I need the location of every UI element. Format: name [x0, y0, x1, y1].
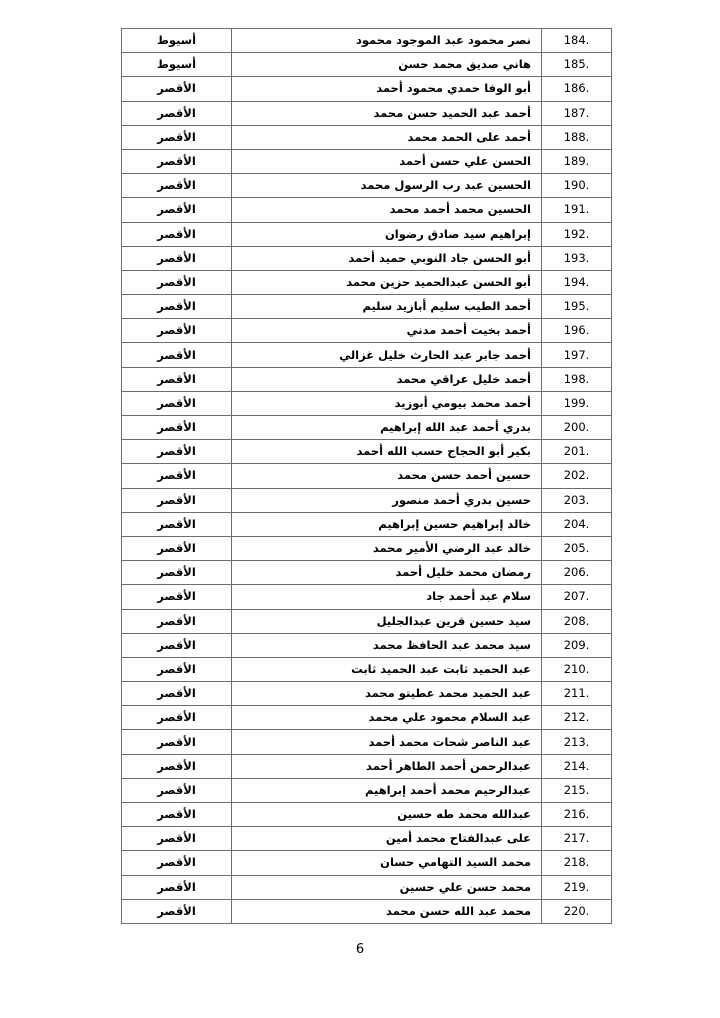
name-cell: خالد عبد الرضي الأمير محمد	[232, 536, 542, 560]
governorate-cell: الأقصر	[122, 77, 232, 101]
governorate-cell: الأقصر	[122, 367, 232, 391]
number-cell: 214.	[542, 754, 612, 778]
table-row	[122, 149, 612, 173]
table-row	[122, 561, 612, 585]
page-number: 6	[355, 942, 365, 957]
table-row	[122, 585, 612, 609]
governorate-cell: الأقصر	[122, 706, 232, 730]
name-cell: عبدالله محمد طه حسين	[232, 803, 542, 827]
governorate-cell: الأقصر	[122, 149, 232, 173]
governorate-cell: الأقصر	[122, 319, 232, 343]
governorate-cell: الأقصر	[122, 512, 232, 536]
governorate-cell: الأقصر	[122, 803, 232, 827]
number-cell: 185.	[542, 53, 612, 77]
number-cell: 203.	[542, 488, 612, 512]
name-cell: أحمد محمد بيومي أبوزيد	[232, 391, 542, 415]
table-row	[122, 319, 612, 343]
names-table	[121, 28, 612, 924]
number-cell: 218.	[542, 851, 612, 875]
number-cell: 215.	[542, 778, 612, 802]
name-cell: الحسن علي حسن أحمد	[232, 149, 542, 173]
number-cell: 192.	[542, 222, 612, 246]
number-cell: 217.	[542, 827, 612, 851]
governorate-cell: الأقصر	[122, 851, 232, 875]
governorate-cell: الأقصر	[122, 343, 232, 367]
number-cell: 206.	[542, 561, 612, 585]
number-cell: 198.	[542, 367, 612, 391]
table-row	[122, 246, 612, 270]
table-row	[122, 899, 612, 923]
number-cell: 193.	[542, 246, 612, 270]
name-cell: على عبدالفتاح محمد أمين	[232, 827, 542, 851]
name-cell: سلام عبد أحمد جاد	[232, 585, 542, 609]
name-cell: عبدالرحيم محمد أحمد إبراهيم	[232, 778, 542, 802]
name-cell: الحسين محمد أحمد محمد	[232, 198, 542, 222]
name-cell: أبو الوفا حمدي محمود أحمد	[232, 77, 542, 101]
table-row	[122, 343, 612, 367]
governorate-cell: الأقصر	[122, 101, 232, 125]
table-row	[122, 464, 612, 488]
table-row	[122, 778, 612, 802]
number-cell: 205.	[542, 536, 612, 560]
table-row	[122, 53, 612, 77]
governorate-cell: الأقصر	[122, 198, 232, 222]
governorate-cell: الأقصر	[122, 270, 232, 294]
governorate-cell: الأقصر	[122, 875, 232, 899]
table-row	[122, 367, 612, 391]
table-row	[122, 440, 612, 464]
name-cell: خالد إبراهيم حسين إبراهيم	[232, 512, 542, 536]
governorate-cell: الأقصر	[122, 657, 232, 681]
table-row	[122, 488, 612, 512]
table-row	[122, 270, 612, 294]
governorate-cell: أسيوط	[122, 29, 232, 53]
table-row	[122, 391, 612, 415]
number-cell: 194.	[542, 270, 612, 294]
governorate-cell: الأقصر	[122, 416, 232, 440]
name-cell: حسين بدري أحمد منصور	[232, 488, 542, 512]
number-cell: 190.	[542, 174, 612, 198]
table-row	[122, 875, 612, 899]
governorate-cell: الأقصر	[122, 488, 232, 512]
governorate-cell: الأقصر	[122, 464, 232, 488]
number-cell: 197.	[542, 343, 612, 367]
name-cell: محمد السيد التهامي حسان	[232, 851, 542, 875]
table-row	[122, 803, 612, 827]
name-cell: أحمد الطيب سليم أبازيد سليم	[232, 295, 542, 319]
name-cell: بدري أحمد عبد الله إبراهيم	[232, 416, 542, 440]
name-cell: الحسين عبد رب الرسول محمد	[232, 174, 542, 198]
governorate-cell: الأقصر	[122, 609, 232, 633]
name-cell: سيد حسين قرين عبدالجليل	[232, 609, 542, 633]
governorate-cell: الأقصر	[122, 222, 232, 246]
governorate-cell: الأقصر	[122, 536, 232, 560]
number-cell: 204.	[542, 512, 612, 536]
number-cell: 186.	[542, 77, 612, 101]
table-row	[122, 222, 612, 246]
governorate-cell: الأقصر	[122, 730, 232, 754]
name-cell: محمد عبد الله حسن محمد	[232, 899, 542, 923]
name-cell: أحمد على الحمد محمد	[232, 125, 542, 149]
governorate-cell: الأقصر	[122, 391, 232, 415]
number-cell: 189.	[542, 149, 612, 173]
number-cell: 202.	[542, 464, 612, 488]
table-row	[122, 633, 612, 657]
governorate-cell: الأقصر	[122, 827, 232, 851]
name-cell: أحمد خليل عراقي محمد	[232, 367, 542, 391]
name-cell: حسين أحمد حسن محمد	[232, 464, 542, 488]
names-table-body	[122, 29, 612, 924]
name-cell: عبد الحميد محمد عطيتو محمد	[232, 682, 542, 706]
governorate-cell: الأقصر	[122, 682, 232, 706]
governorate-cell: أسيوط	[122, 53, 232, 77]
name-cell: أبو الحسن جاد النوبي حميد أحمد	[232, 246, 542, 270]
number-cell: 201.	[542, 440, 612, 464]
governorate-cell: الأقصر	[122, 899, 232, 923]
table-row	[122, 295, 612, 319]
table-row	[122, 730, 612, 754]
name-cell: أحمد عبد الحميد حسن محمد	[232, 101, 542, 125]
table-row	[122, 706, 612, 730]
number-cell: 207.	[542, 585, 612, 609]
name-cell: سيد محمد عبد الحافظ محمد	[232, 633, 542, 657]
name-cell: رمضان محمد خليل أحمد	[232, 561, 542, 585]
number-cell: 195.	[542, 295, 612, 319]
governorate-cell: الأقصر	[122, 174, 232, 198]
number-cell: 213.	[542, 730, 612, 754]
number-cell: 216.	[542, 803, 612, 827]
table-row	[122, 198, 612, 222]
name-cell: إبراهيم سيد صادق رضوان	[232, 222, 542, 246]
table-row	[122, 609, 612, 633]
number-cell: 208.	[542, 609, 612, 633]
number-cell: 211.	[542, 682, 612, 706]
name-cell: أحمد جابر عبد الحارث خليل غزالي	[232, 343, 542, 367]
name-cell: عبدالرحمن أحمد الطاهر أحمد	[232, 754, 542, 778]
number-cell: 196.	[542, 319, 612, 343]
number-cell: 184.	[542, 29, 612, 53]
name-cell: عبد الحميد ثابت عبد الحميد ثابت	[232, 657, 542, 681]
number-cell: 191.	[542, 198, 612, 222]
table-row	[122, 512, 612, 536]
table-row	[122, 125, 612, 149]
table-row	[122, 416, 612, 440]
name-cell: عبد الناصر شحات محمد أحمد	[232, 730, 542, 754]
governorate-cell: الأقصر	[122, 633, 232, 657]
name-cell: بكير أبو الحجاج حسب الله أحمد	[232, 440, 542, 464]
table-row	[122, 657, 612, 681]
governorate-cell: الأقصر	[122, 585, 232, 609]
table-row	[122, 827, 612, 851]
number-cell: 187.	[542, 101, 612, 125]
governorate-cell: الأقصر	[122, 295, 232, 319]
table-row	[122, 682, 612, 706]
number-cell: 220.	[542, 899, 612, 923]
number-cell: 212.	[542, 706, 612, 730]
name-cell: أبو الحسن عبدالحميد حزين محمد	[232, 270, 542, 294]
governorate-cell: الأقصر	[122, 440, 232, 464]
name-cell: هاني صديق محمد حسن	[232, 53, 542, 77]
table-row	[122, 754, 612, 778]
governorate-cell: الأقصر	[122, 246, 232, 270]
number-cell: 199.	[542, 391, 612, 415]
governorate-cell: الأقصر	[122, 561, 232, 585]
governorate-cell: الأقصر	[122, 778, 232, 802]
name-cell: أحمد بخيت أحمد مدني	[232, 319, 542, 343]
table-row	[122, 851, 612, 875]
name-cell: محمد حسن علي حسين	[232, 875, 542, 899]
table-row	[122, 101, 612, 125]
table-row	[122, 174, 612, 198]
governorate-cell: الأقصر	[122, 125, 232, 149]
number-cell: 188.	[542, 125, 612, 149]
number-cell: 200.	[542, 416, 612, 440]
table-row	[122, 536, 612, 560]
name-cell: عبد السلام محمود علي محمد	[232, 706, 542, 730]
table-row	[122, 29, 612, 53]
governorate-cell: الأقصر	[122, 754, 232, 778]
table-row	[122, 77, 612, 101]
number-cell: 219.	[542, 875, 612, 899]
name-cell: نصر محمود عبد الموجود محمود	[232, 29, 542, 53]
number-cell: 209.	[542, 633, 612, 657]
number-cell: 210.	[542, 657, 612, 681]
